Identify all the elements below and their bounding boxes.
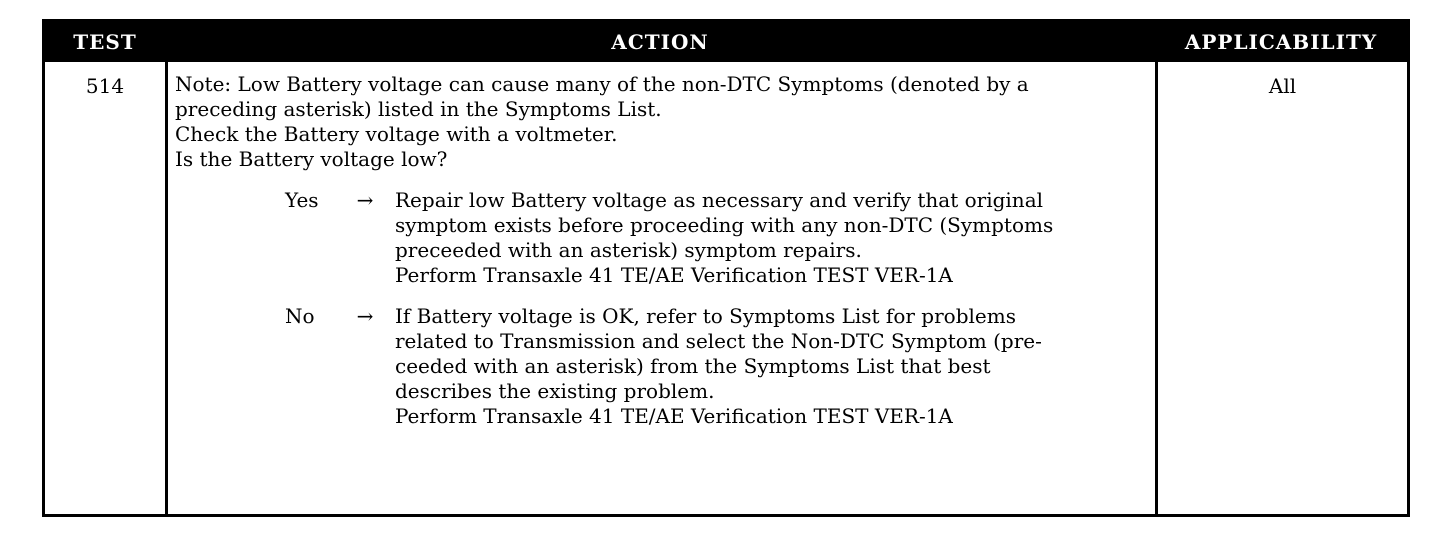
no-line: Perform Transaxle 41 TE/AE Verification TEST VER-1A [395,404,953,428]
applicability-value: All [1268,74,1297,98]
no-label: No [285,304,315,328]
no-line: If Battery voltage is OK, refer to Symptoms List for problems [395,304,1016,328]
yes-line: symptom exists before proceeding with any non-DTC (Symptoms [395,213,1054,237]
note-line: Is the Battery voltage low? [175,147,448,171]
note-block [175,72,1147,172]
note-line: Check the Battery voltage with a voltmeter. [175,122,618,146]
yes-answer [175,188,1147,288]
no-answer [175,304,1147,429]
column-divider [1155,62,1158,514]
yes-label: Yes [285,188,319,212]
no-line: related to Transmission and select the Non-DTC Symptom (pre- [395,329,1042,353]
arrow-icon: → [356,188,374,212]
no-line: describes the existing problem. [395,379,715,403]
yes-line: preceeded with an asterisk) symptom repairs. [395,238,862,262]
note-line: Note: Low Battery voltage can cause many of the non-DTC Symptoms (denoted by a [175,72,1029,96]
table-header [45,22,1407,62]
header-applicability: APPLICABILITY [1184,30,1378,54]
diagnostic-table [42,19,1410,517]
action-cell [175,72,1147,429]
no-line: ceeded with an asterisk) from the Symptoms List that best [395,354,991,378]
yes-line: Perform Transaxle 41 TE/AE Verification TEST VER-1A [395,263,953,287]
arrow-icon: → [356,304,374,328]
yes-text [395,188,1147,288]
yes-line: Repair low Battery voltage as necessary and verify that original [395,188,1044,212]
no-text [395,304,1147,429]
header-test: TEST [73,30,137,54]
test-number: 514 [85,74,125,98]
column-divider [165,62,168,514]
note-line: preceding asterisk) listed in the Symptoms List. [175,97,662,121]
header-action: ACTION [611,30,709,54]
